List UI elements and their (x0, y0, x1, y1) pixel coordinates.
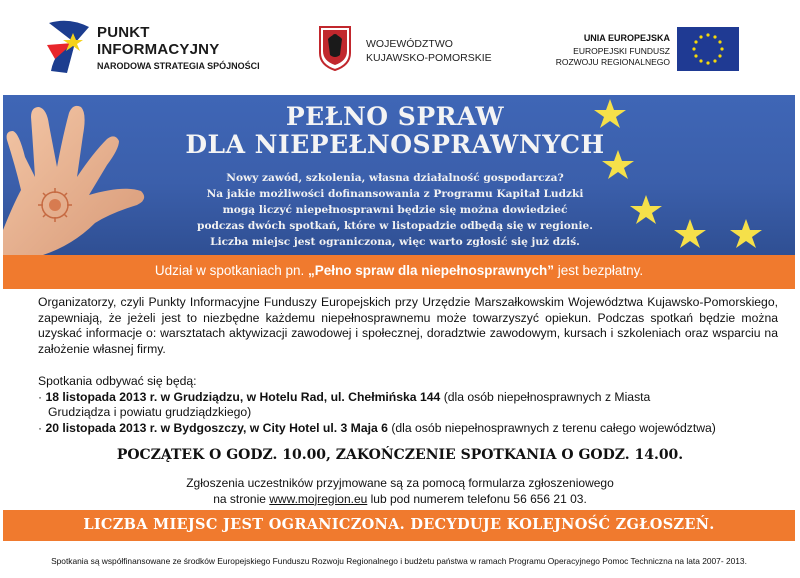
ue-logo (555, 25, 780, 75)
meeting-item-2 (38, 421, 778, 437)
free-participation-note (3, 263, 795, 278)
registration-line1: Zgłoszenia uczestników przyjmowane są za pomocą formularza zgłoszeniowego (186, 476, 614, 490)
coat-of-arms-icon (318, 25, 352, 71)
banner-body-line: mogą liczyć niepełnosprawni będzie się można dowiedzieć (222, 204, 568, 216)
registration-suffix: lub pod numerem telefonu 56 656 21 03. (367, 491, 587, 506)
start-end-time: POCZĄTEK O GODZ. 10.00, ZAKOŃCZENIE SPOTKANIA O GODZ. 14.00. (116, 447, 684, 463)
registration-prefix: na stronie (213, 491, 270, 506)
cofinancing-footer: Spotkania są współfinansowane ze środków Europejskiego Funduszu Rozwoju Regionalnego i budżetu państwa w ramach Programu Operacyjnego Pomoc Techniczna na lata 2007- 2013. (51, 556, 747, 566)
banner-body-line: podczas dwóch spotkań, które w listopadzie odbędą się w regionie. (197, 220, 593, 232)
logo1-subtitle: NARODOWA STRATEGIA SPÓJNOŚCI (97, 61, 260, 71)
logo1-title-line1: PUNKT (97, 24, 150, 41)
meeting-2-audience: (dla osób niepełnosprawnych z terenu całego województwa) (387, 420, 716, 435)
meetings-list (38, 374, 778, 436)
wojewodztwo-logo (318, 25, 518, 75)
meeting-2-place: 20 listopada 2013 r. w Bydgoszczy, w City Hotel ul. 3 Maja 6 (45, 420, 388, 435)
meetings-intro: Spotkania odbywać się będą: (38, 374, 197, 388)
orange-bar-highlight: „Pełno spraw dla niepełnosprawnych” (307, 263, 555, 278)
meeting-item-1 (38, 390, 778, 406)
logo3-line2: EUROPEJSKI FUNDUSZ (573, 46, 670, 56)
hand-illustration (3, 95, 173, 255)
bullet-icon: · (38, 420, 46, 435)
logo2-line2: KUJAWSKO-POMORSKIE (366, 52, 492, 64)
banner-title (160, 103, 630, 159)
banner-body (180, 170, 610, 250)
banner-body-line: Liczba miejsc jest ograniczona, więc warto zgłosić się już dziś. (210, 236, 580, 248)
logo3-line1: UNIA EUROPEJSKA (583, 33, 670, 43)
organizers-paragraph: Organizatorzy, czyli Punkty Informacyjne Funduszy Europejskich przy Urzędzie Marszałkowskim Województwa Kujawsko-Pomorskiego, zapewniają, że jeżeli jest to niezbędne każdemu niepełnosprawnemu może towarzyszyć opiekun. Podczas spotkań będzie można uzyskać informacje o: warsztatach aktywizacji zawodowej i społecznej, doradztwie zawodowym, kursach i szkoleniach oraz wsparciu na założenie własnej firmy. (38, 295, 778, 356)
banner-title-line2: DLA NIEPEŁNOSPRAWNYCH (185, 130, 605, 159)
meeting-1-continuation: Grudziądza i powiatu grudziądzkiego) (48, 405, 252, 419)
punkt-informacyjny-logo (45, 15, 265, 80)
logo3-line3: ROZWOJU REGIONALNEGO (555, 57, 670, 67)
orange-bar-prefix: Udział w spotkaniach pn. (154, 263, 308, 278)
registration-line2 (38, 492, 762, 508)
banner-body-line: Na jakie możliwości dofinansowania z Programu Kapitał Ludzki (206, 188, 584, 200)
mojregion-link[interactable]: www.mojregion.eu (269, 491, 368, 506)
eu-flag-icon (677, 27, 739, 71)
orange-bar-suffix: jest bezpłatny. (554, 263, 644, 278)
banner-title-line1: PEŁNO SPRAW (285, 102, 505, 131)
limited-places-notice: LICZBA MIEJSC JEST OGRANICZONA. DECYDUJE KOLEJNOŚĆ ZGŁOSZEŃ. (83, 516, 715, 533)
bullet-icon: · (38, 389, 46, 404)
banner-body-line: Nowy zawód, szkolenia, własna działalność gospodarcza? (226, 172, 564, 184)
logo2-line1: WOJEWÓDZTWO (366, 38, 453, 50)
meeting-1-place: 18 listopada 2013 r. w Grudziądzu, w Hotelu Rad, ul. Chełmińska 144 (45, 389, 441, 404)
registration-info (38, 476, 762, 507)
logo1-title-line2: INFORMACYJNY (97, 41, 220, 58)
meeting-1-audience: (dla osób niepełnosprawnych z Miasta (440, 389, 651, 404)
nss-logo-icon (45, 15, 95, 75)
